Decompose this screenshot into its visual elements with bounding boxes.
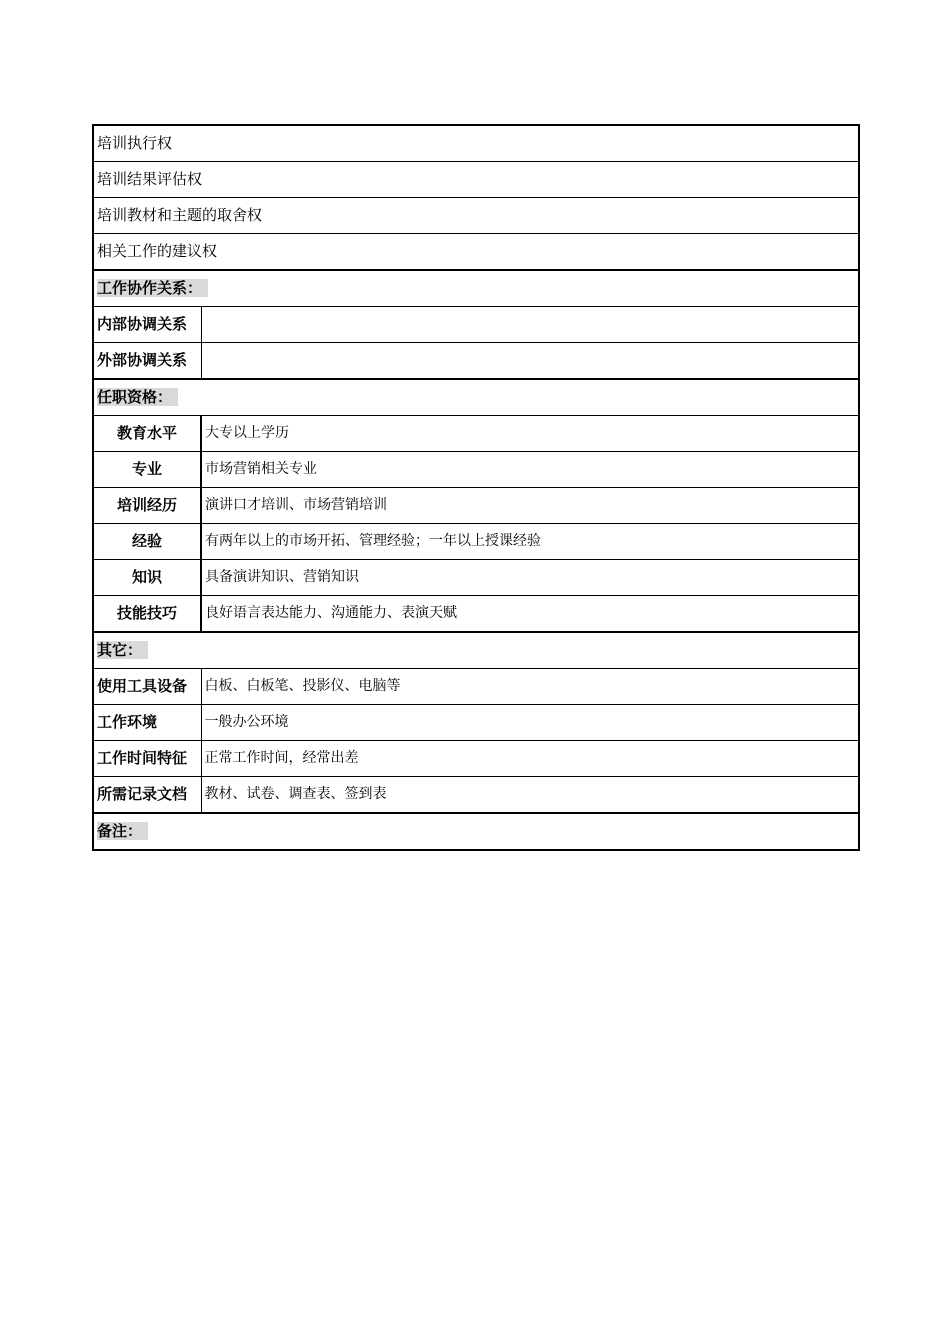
table-row <box>93 307 859 343</box>
row-label: 教育水平 <box>93 416 201 452</box>
row-label: 工作时间特征 <box>93 741 201 777</box>
table-row <box>93 488 859 524</box>
authority-item: 培训执行权 <box>93 125 859 162</box>
row-value <box>201 307 859 343</box>
row-value: 教材、试卷、调查表、签到表 <box>201 777 859 814</box>
section-header-remarks <box>93 813 859 850</box>
row-label: 培训经历 <box>93 488 201 524</box>
table-row <box>93 343 859 380</box>
table-row <box>93 234 859 271</box>
table-row <box>93 741 859 777</box>
row-label: 内部协调关系 <box>93 307 201 343</box>
row-value: 有两年以上的市场开拓、管理经验；一年以上授课经验 <box>201 524 859 560</box>
row-value: 一般办公环境 <box>201 705 859 741</box>
authority-item: 培训教材和主题的取舍权 <box>93 198 859 234</box>
row-label: 工作环境 <box>93 705 201 741</box>
table-row <box>93 416 859 452</box>
table-row <box>93 162 859 198</box>
table-row <box>93 560 859 596</box>
row-value: 正常工作时间，经常出差 <box>201 741 859 777</box>
table-row <box>93 524 859 560</box>
table-row <box>93 705 859 741</box>
table-row <box>93 198 859 234</box>
authority-item: 相关工作的建议权 <box>93 234 859 271</box>
row-value: 大专以上学历 <box>201 416 859 452</box>
row-label: 技能技巧 <box>93 596 201 633</box>
row-value <box>201 343 859 380</box>
row-value: 良好语言表达能力、沟通能力、表演天赋 <box>201 596 859 633</box>
section-header-collaboration <box>93 270 859 307</box>
row-value: 白板、白板笔、投影仪、电脑等 <box>201 669 859 705</box>
authority-item: 培训结果评估权 <box>93 162 859 198</box>
table-row <box>93 596 859 633</box>
row-label: 所需记录文档 <box>93 777 201 814</box>
table-row <box>93 125 859 162</box>
section-title: 任职资格： <box>97 388 178 406</box>
section-title: 工作协作关系： <box>97 279 208 297</box>
job-description-table <box>92 124 860 851</box>
table-row <box>93 452 859 488</box>
row-value: 演讲口才培训、市场营销培训 <box>201 488 859 524</box>
section-title: 备注： <box>97 822 148 840</box>
table-row <box>93 669 859 705</box>
row-value: 市场营销相关专业 <box>201 452 859 488</box>
row-label: 专业 <box>93 452 201 488</box>
section-header-qualifications <box>93 379 859 416</box>
section-title: 其它： <box>97 641 148 659</box>
row-label: 使用工具设备 <box>93 669 201 705</box>
row-label: 知识 <box>93 560 201 596</box>
table-row <box>93 777 859 814</box>
section-header-other <box>93 632 859 669</box>
row-value: 具备演讲知识、营销知识 <box>201 560 859 596</box>
row-label: 经验 <box>93 524 201 560</box>
row-label: 外部协调关系 <box>93 343 201 380</box>
